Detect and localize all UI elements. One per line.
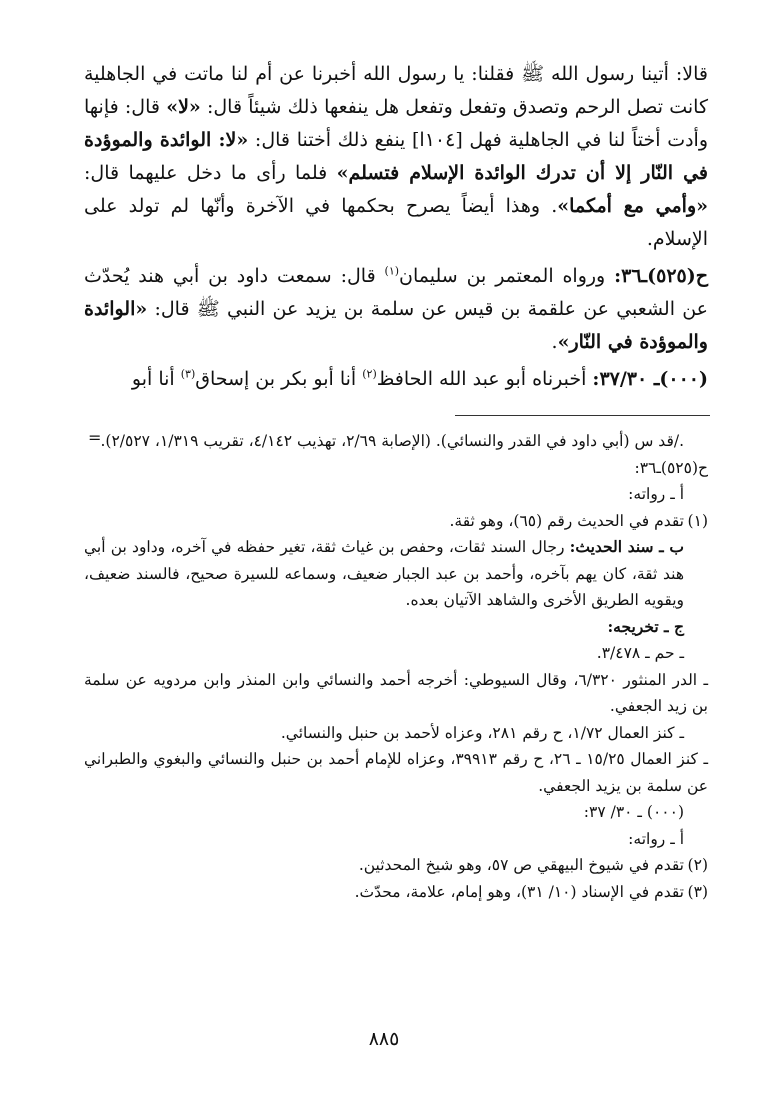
text-span: أخبرناه أبو عبد الله الحافظ [376, 368, 593, 390]
footnote-line: ./قد س (أبي داود في القدر والنسائي). (الإصابة ٢/٦٩، تهذيب ٤/١٤٢، تقريب ١/٣١٩، ٢/٥٢٧). [100, 432, 684, 450]
footnote-line: ـ كنز العمال ١/٧٢، ح رقم ٢٨١، وعزاه لأحمد بن حنبل والنسائي. [280, 723, 684, 742]
page-number: ٨٨٥ [368, 1028, 400, 1050]
footnote-line: أ ـ رواته: [628, 829, 684, 848]
text-span: أنا أبو [131, 368, 181, 390]
footnote-text: تقدم في الإسناد (١٠/ ٣١)، وهو إمام، علامة، محدّث. [354, 882, 684, 901]
footnote-3 [84, 879, 708, 906]
footnote-number: (٣) [687, 882, 708, 901]
text-span: فلما رأى ما دخل عليهما قال: [84, 162, 337, 184]
footnote-text: رجال السند ثقات، وحفص بن غياث ثقة، تغير حفظه في آخره، وداود بن أبي هند ثقة، كان يهم بآخره، وأحمد بن عبد الجبار ضعيف، وسماعه للسيرة صحيح، فالسند ضعيف، ويقويه الطريق الأخرى والشاهد الآتيان بعده. [84, 538, 684, 609]
quote: «الوائدة والموؤدة في النّار» [84, 298, 708, 353]
quote: «وأمي مع أمكما» [557, 195, 708, 217]
footnote-line: ح(٥٢٥)ـ٣٦: [634, 458, 708, 477]
hadith-ref: ح(٥٢٥)ـ٣٦: [614, 265, 708, 287]
footnote-marker: (٣) [180, 367, 196, 381]
footnote-line: ـ الدر المنثور ٦/٣٢٠، وقال السيوطي: أخرجه أحمد والنسائي وابن المنذر وابن مردويه عن سلمة بن زيد الجعفي. [84, 670, 709, 715]
footnote-line: أ ـ رواته: [628, 485, 684, 503]
footnote-line [84, 534, 708, 614]
text-span: . وهذا أيضاً يصرح بحكمها في الآخرة وأنّها لم تولد على الإسلام. [84, 195, 708, 250]
footnote-line: ـ حم ـ ٣/٤٧٨. [596, 644, 684, 662]
text-span: أنا أبو بكر بن إسحاق [195, 368, 363, 390]
quote: «لا» [166, 96, 201, 118]
section-label: ب ـ سند الحديث: [569, 537, 684, 556]
footnote-number: (١) [687, 511, 708, 530]
footnote-text: تقدم في الحديث رقم (٦٥)، وهو ثقة. [449, 511, 684, 530]
paragraph-2 [84, 260, 708, 359]
footnote-marker: (٢) [362, 367, 377, 381]
paragraph-3 [84, 363, 708, 396]
footnote-2 [84, 852, 708, 879]
main-text [84, 58, 708, 396]
footnote-line: (٠٠٠) ـ ٣٠/ ٣٧: [583, 803, 684, 821]
footnote-marker: (١) [384, 264, 400, 278]
continuation-mark: = [88, 428, 102, 447]
text-span: قال: فإنها وأدت أختاً لنا في الجاهلية فهل [١٠٤ا] ينفع ذلك أختنا قال: [84, 96, 708, 151]
footnote-1 [84, 508, 708, 535]
quote: «لا: الوائدة والموؤدة في النّار إلا أن تدرك الوائدة الإسلام فتسلم» [84, 129, 708, 184]
footnote-number: (٢) [687, 856, 708, 874]
footnotes [84, 428, 708, 905]
text-span: قالا: أتينا رسول الله ﷺ فقلنا: يا رسول الله أخبرنا عن أم لنا ماتت في الجاهلية كانت تصل الرحم وتصدق وتفعل وتفعل هل ينفعها ذلك شيئاً قال: [84, 63, 708, 118]
footnote-divider [455, 415, 710, 416]
text-span: . [551, 331, 558, 353]
text-span: قال: سمعت داود بن أبي هند يُحدّث عن الشعبي عن علقمة بن قيس عن سلمة بن يزيد عن النبي ﷺ قال: [84, 265, 708, 320]
paragraph-1 [84, 58, 708, 256]
footnote-text: تقدم في شيوخ البيهقي ص ٥٧، وهو شيخ المحدثين. [358, 856, 684, 874]
hadith-ref: (٠٠٠)ـ ٣٧/٣٠: [592, 368, 708, 390]
section-label: ج ـ تخريجه: [607, 616, 684, 636]
footnote-line: ـ كنز العمال ١٥/٢٥ ـ ٢٦، ح رقم ٣٩٩١٣، وعزاه للإمام أحمد بن حنبل والنسائي والبغوي والطبراني عن سلمة بن يزيد الجعفي. [84, 750, 709, 795]
text-span: ورواه المعتمر بن سليمان [399, 265, 615, 287]
